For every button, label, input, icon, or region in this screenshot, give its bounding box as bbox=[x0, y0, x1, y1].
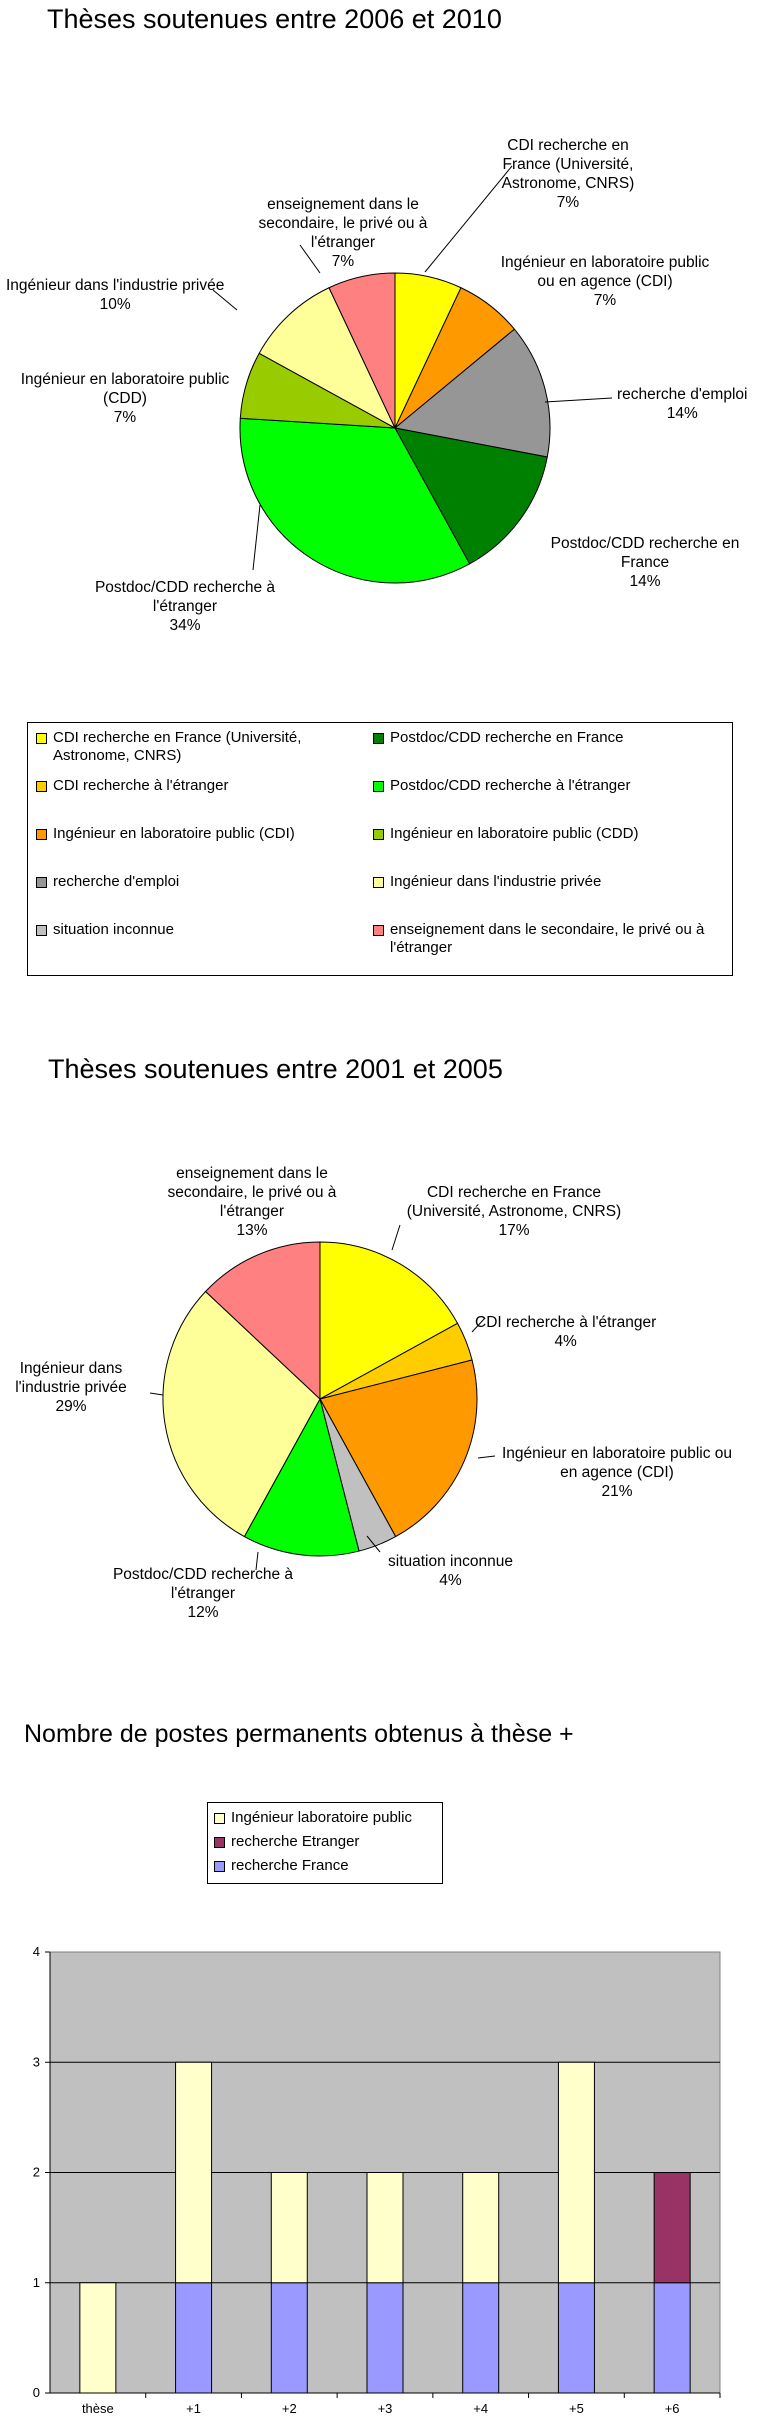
pie1-label-postdoc-etranger: Postdoc/CDD recherche à l'étranger 34% bbox=[94, 579, 276, 634]
pie1-label-cdi-france: CDI recherche en France (Université, Astronome, CNRS) 7% bbox=[501, 137, 635, 211]
legend-label: Ingénieur en laboratoire public (CDI) bbox=[53, 825, 295, 842]
legend-swatch bbox=[36, 925, 47, 936]
bar-ingenieur-laboratoire-public-these bbox=[80, 2283, 116, 2393]
pie2-leader-line bbox=[478, 1456, 495, 1458]
pie1-label-recherche-emploi: recherche d'emploi 14% bbox=[617, 386, 748, 422]
legend-swatch bbox=[373, 781, 384, 792]
bar-ingenieur-laboratoire-public-plus3 bbox=[367, 2173, 403, 2283]
y-tick-label: 1 bbox=[32, 2274, 40, 2290]
x-tick-label: +4 bbox=[473, 2401, 489, 2416]
legend-label: enseignement dans le secondaire, le privé ou à l'étranger bbox=[390, 921, 705, 956]
bar-ingenieur-laboratoire-public-plus5 bbox=[558, 2062, 594, 2283]
x-tick-label: +2 bbox=[281, 2401, 297, 2416]
bar-recherche-france-plus4 bbox=[463, 2283, 499, 2393]
pie2-label-industrie-privee: Ingénieur dans l'industrie privée 29% bbox=[15, 1360, 127, 1415]
bar-recherche-france-plus2 bbox=[271, 2283, 307, 2393]
y-tick-label: 0 bbox=[32, 2385, 40, 2400]
stacked-bar-chart bbox=[0, 1940, 777, 2420]
chart3-title: Nombre de postes permanents obtenus à thèse + bbox=[24, 1720, 574, 1748]
pie2-leader-line bbox=[392, 1225, 400, 1250]
pie1-label-ingenieur-cdi: Ingénieur en laboratoire public ou en agence (CDI) 7% bbox=[500, 254, 710, 309]
x-tick-label: +5 bbox=[569, 2401, 584, 2416]
legend-swatch bbox=[373, 877, 384, 888]
pie2-label-ingenieur-cdi: Ingénieur en laboratoire public ou en agence (CDI) 21% bbox=[501, 1445, 733, 1500]
pie1-leader-line bbox=[253, 505, 260, 570]
legend-label: situation inconnue bbox=[53, 921, 174, 938]
legend-label: Postdoc/CDD recherche à l'étranger bbox=[390, 777, 631, 794]
bar-recherche-france-plus5 bbox=[558, 2283, 594, 2393]
y-tick-label: 4 bbox=[32, 1944, 40, 1959]
legend-label: Postdoc/CDD recherche en France bbox=[390, 729, 624, 746]
pie1-label-postdoc-france: Postdoc/CDD recherche en France 14% bbox=[550, 535, 740, 590]
bar-legend bbox=[207, 1802, 443, 1884]
pie2-label-enseignement: enseignement dans le secondaire, le privé ou à l'étranger 13% bbox=[167, 1165, 337, 1239]
bar-recherche-france-plus6 bbox=[654, 2283, 690, 2393]
legend-label: Ingénieur dans l'industrie privée bbox=[390, 873, 602, 890]
legend-swatch bbox=[214, 1837, 225, 1848]
legend-swatch bbox=[373, 733, 384, 744]
x-tick-label: thèse bbox=[81, 2401, 114, 2416]
legend-swatch bbox=[214, 1861, 225, 1872]
chart2-title: Thèses soutenues entre 2001 et 2005 bbox=[48, 1054, 503, 1084]
legend-swatch bbox=[214, 1813, 225, 1824]
legend-swatch bbox=[36, 781, 47, 792]
legend-label: recherche d'emploi bbox=[53, 873, 180, 890]
bar-ingenieur-laboratoire-public-plus2 bbox=[271, 2173, 307, 2283]
pie1-label-enseignement: enseignement dans le secondaire, le privé ou à l'étranger 7% bbox=[258, 196, 428, 270]
legend-label: recherche France bbox=[231, 1857, 349, 1874]
legend-swatch bbox=[373, 925, 384, 936]
bar-ingenieur-laboratoire-public-plus4 bbox=[463, 2173, 499, 2283]
bar-recherche-etranger-plus6 bbox=[654, 2173, 690, 2283]
legend-label: CDI recherche en France (Université, Astronome, CNRS) bbox=[53, 729, 302, 764]
chart1-title: Thèses soutenues entre 2006 et 2010 bbox=[47, 4, 502, 34]
legend-label: Ingénieur en laboratoire public (CDD) bbox=[390, 825, 639, 842]
legend-label: Ingénieur laboratoire public bbox=[231, 1809, 412, 1826]
pie1-legend bbox=[27, 722, 733, 976]
x-tick-label: +1 bbox=[186, 2401, 201, 2416]
pie2-label-cdi-etranger: CDI recherche à l'étranger 4% bbox=[475, 1314, 657, 1350]
pie1-leader-line bbox=[545, 398, 612, 402]
pie1-label-ingenieur-cdd: Ingénieur en laboratoire public (CDD) 7% bbox=[20, 371, 230, 426]
pie1-label-industrie-privee: Ingénieur dans l'industrie privée 10% bbox=[6, 277, 225, 313]
legend-swatch bbox=[36, 877, 47, 888]
y-tick-label: 2 bbox=[32, 2164, 40, 2180]
bar-recherche-france-plus3 bbox=[367, 2283, 403, 2393]
bar-ingenieur-laboratoire-public-plus1 bbox=[176, 2062, 212, 2283]
x-tick-label: +3 bbox=[377, 2401, 393, 2416]
legend-label: CDI recherche à l'étranger bbox=[53, 777, 229, 794]
y-tick-label: 3 bbox=[32, 2054, 40, 2070]
pie2-label-postdoc-etranger: Postdoc/CDD recherche à l'étranger 12% bbox=[112, 1566, 294, 1621]
pie2-leader-line bbox=[150, 1393, 163, 1395]
bar-recherche-france-plus1 bbox=[176, 2283, 212, 2393]
legend-swatch bbox=[373, 829, 384, 840]
x-tick-label: +6 bbox=[664, 2401, 680, 2416]
pie2-label-situation-inconnue: situation inconnue 4% bbox=[388, 1553, 513, 1589]
legend-swatch bbox=[36, 829, 47, 840]
pie2-label-cdi-france: CDI recherche en France (Université, Astronome, CNRS) 17% bbox=[406, 1184, 622, 1239]
legend-label: recherche Etranger bbox=[231, 1833, 360, 1850]
legend-swatch bbox=[36, 733, 47, 744]
